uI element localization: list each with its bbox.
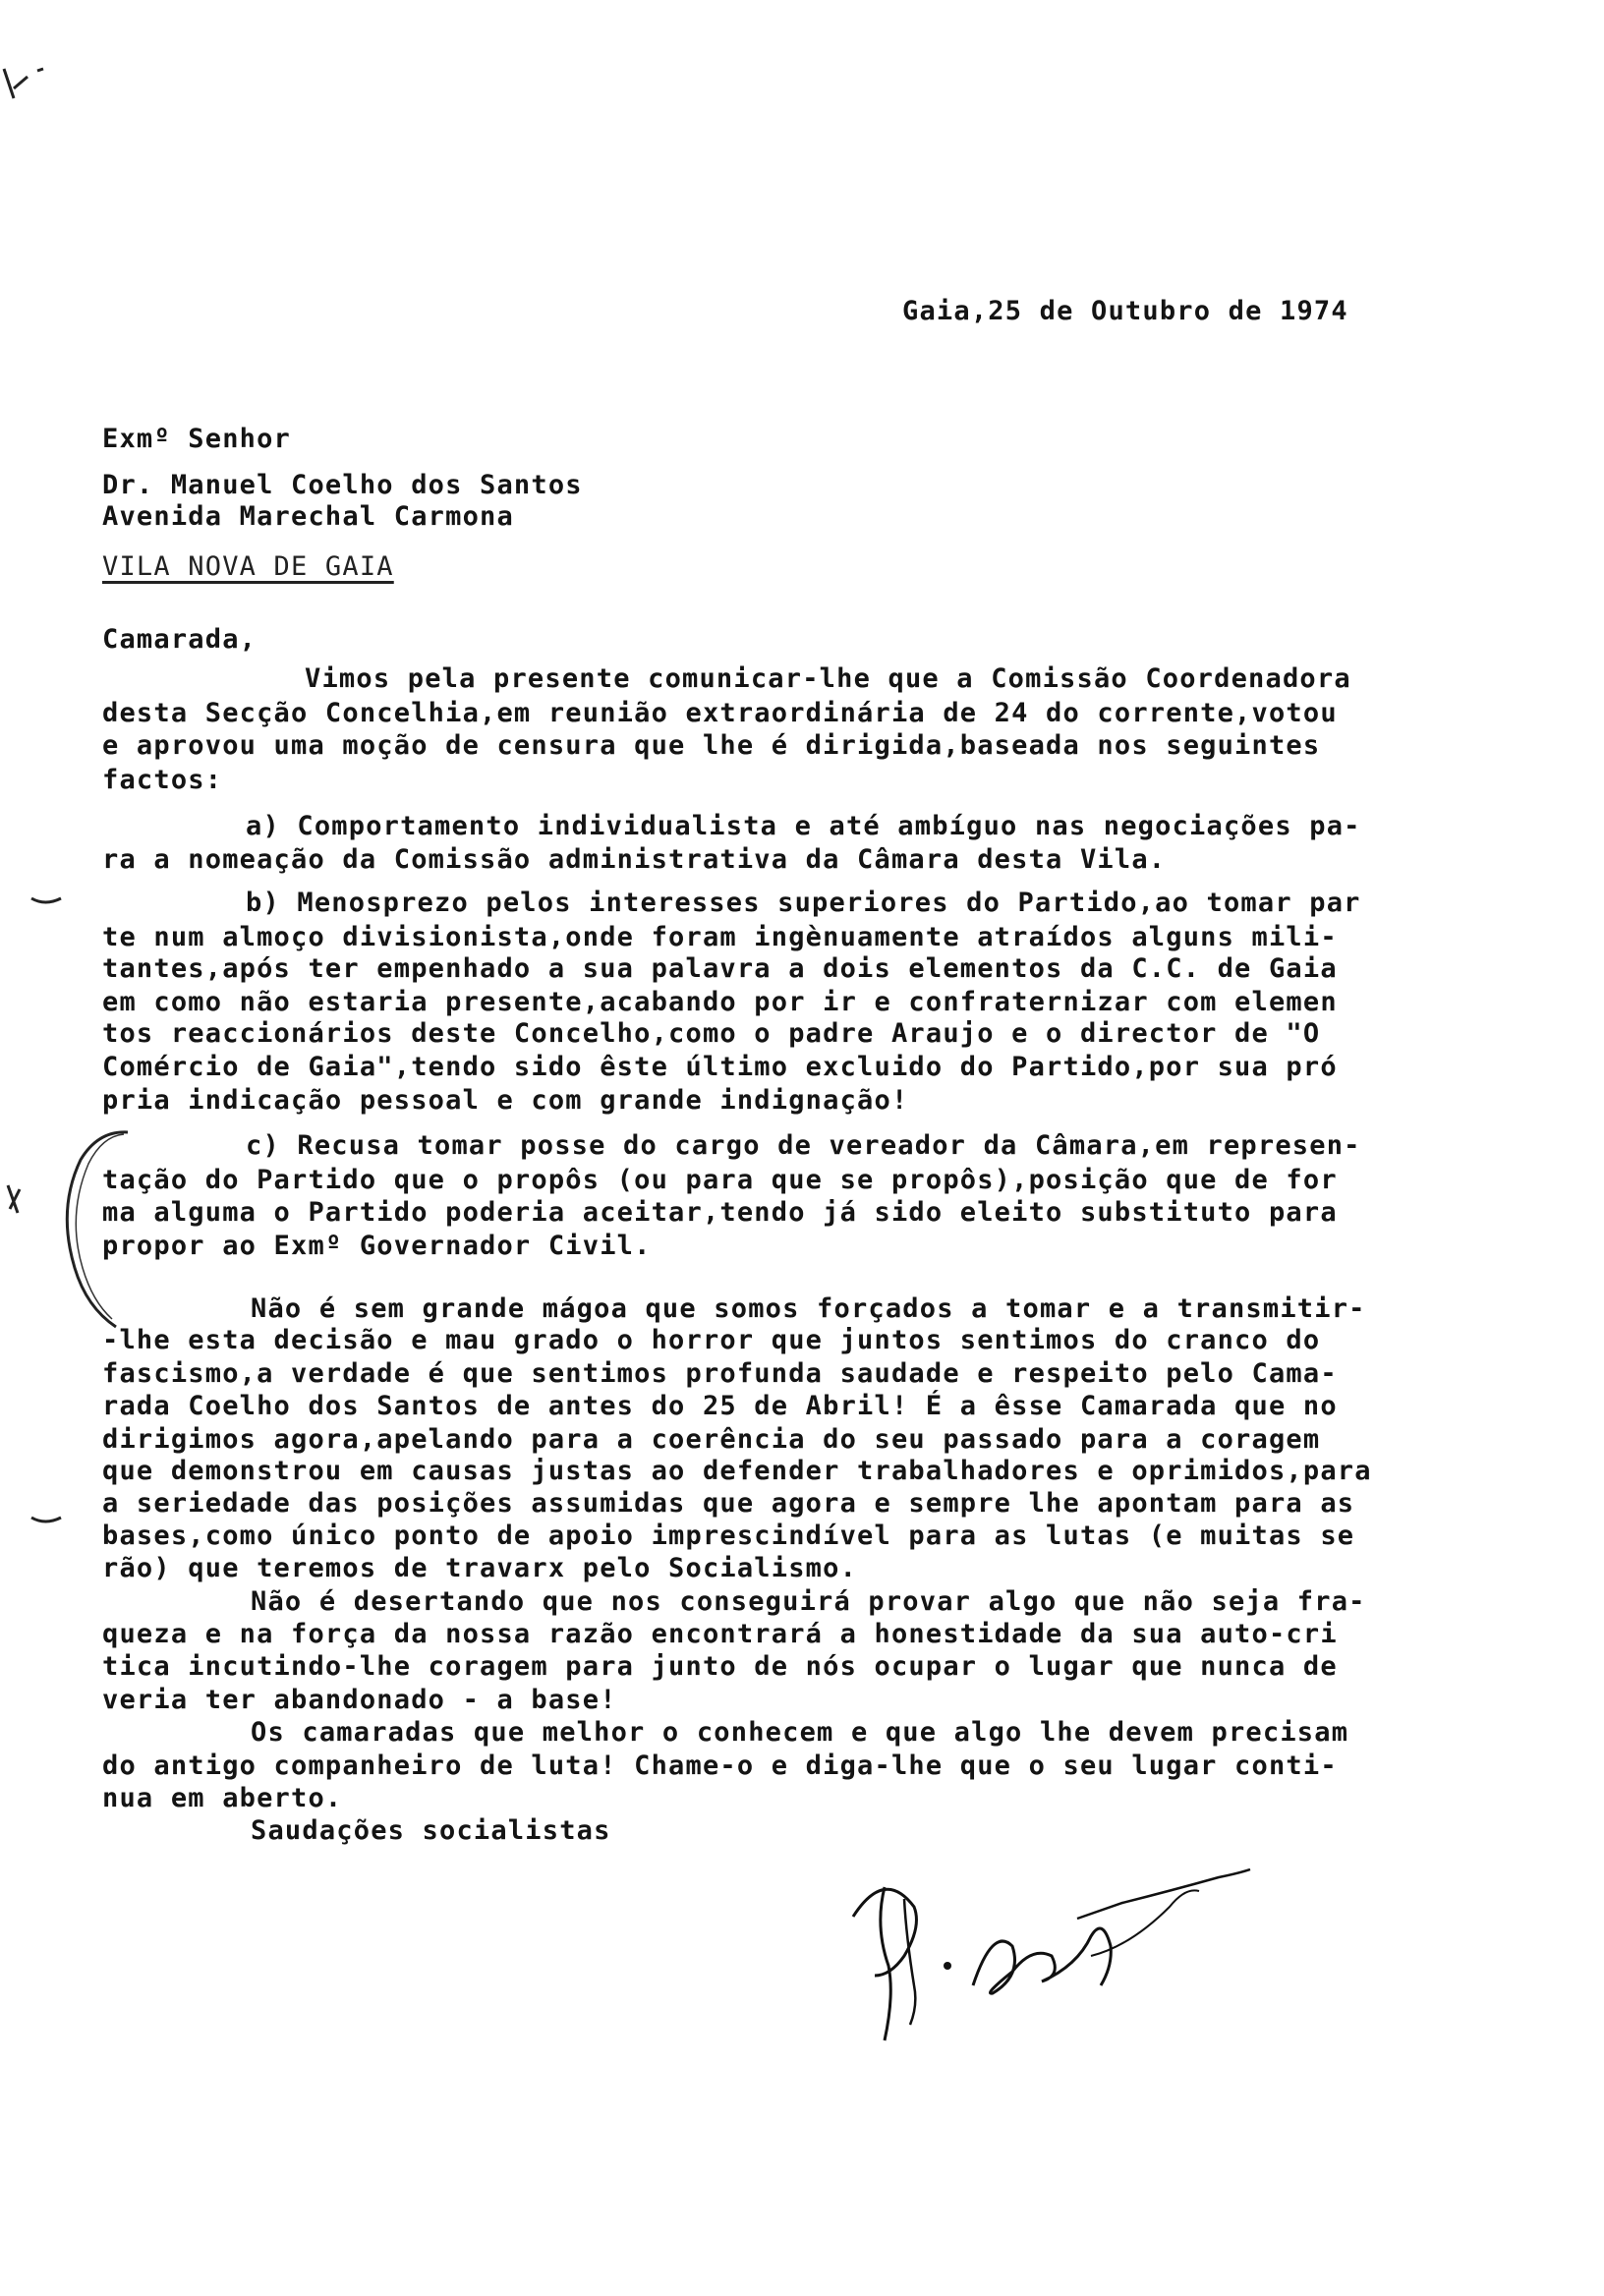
body-line: queza e na força da nossa razão encontrará a honestidade da sua auto-cri bbox=[102, 1619, 1338, 1649]
margin-tick bbox=[29, 892, 69, 912]
body-line: -lhe esta decisão e mau grado o horror que juntos sentimos do cranco do bbox=[102, 1325, 1321, 1355]
body-line: ma alguma o Partido poderia aceitar,tendo já sido eleito substituto para bbox=[102, 1197, 1338, 1228]
body-line: tantes,após ter empenhado a sua palavra a dois elementos da C.C. de Gaia bbox=[102, 953, 1338, 984]
body-line: dirigimos agora,apelando para a coerência do seu passado para a coragem bbox=[102, 1424, 1321, 1455]
body-line: do antigo companheiro de luta! Chame-o e diga-lhe que o seu lugar conti- bbox=[102, 1751, 1338, 1781]
closing: Saudações socialistas bbox=[251, 1815, 611, 1846]
body-line: e aprovou uma moção de censura que lhe é dirigida,baseada nos seguintes bbox=[102, 730, 1321, 761]
body-line: nua em aberto. bbox=[102, 1783, 343, 1813]
body-line: Vimos pela presente comunicar-lhe que a Comissão Coordenadora bbox=[305, 663, 1351, 694]
body-line: Os camaradas que melhor o conhecem e que algo lhe devem precisam bbox=[251, 1717, 1349, 1748]
body-line: bases,como único ponto de apoio imprescindível para as lutas (e muitas se bbox=[102, 1521, 1355, 1551]
letter-date: Gaia,25 de Outubro de 1974 bbox=[902, 296, 1348, 326]
greeting: Camarada, bbox=[102, 624, 258, 655]
signature bbox=[845, 1848, 1258, 2044]
margin-tick bbox=[29, 1512, 69, 1531]
body-line: te num almoço divisionista,onde foram ingènuamente atraídos alguns mili- bbox=[102, 922, 1338, 952]
body-line: ra a nomeação da Comissão administrativa da Câmara desta Vila. bbox=[102, 844, 1167, 875]
margin-x-mark bbox=[2, 1179, 31, 1219]
recipient-name: Dr. Manuel Coelho dos Santos bbox=[102, 470, 583, 500]
body-line: c) Recusa tomar posse do cargo de vereador da Câmara,em represen- bbox=[246, 1130, 1361, 1161]
body-line: rada Coelho dos Santos de antes do 25 de Abril! É a êsse Camarada que no bbox=[102, 1391, 1338, 1421]
salutation-title: Exmº Senhor bbox=[102, 424, 292, 454]
body-line: b) Menosprezo pelos interesses superiores do Partido,ao tomar par bbox=[246, 888, 1361, 918]
body-line: fascismo,a verdade é que sentimos profunda saudade e respeito pelo Cama- bbox=[102, 1358, 1338, 1389]
body-line: Comércio de Gaia",tendo sido êste último excluido do Partido,por sua pró bbox=[102, 1052, 1338, 1082]
corner-mark bbox=[0, 29, 59, 108]
body-line: propor ao Exmº Governador Civil. bbox=[102, 1231, 652, 1261]
body-line: rão) que teremos de travarx pelo Socialismo. bbox=[102, 1553, 858, 1583]
body-line: que demonstrou em causas justas ao defender trabalhadores e oprimidos,para bbox=[102, 1456, 1372, 1486]
body-line: Não é sem grande mágoa que somos forçados a tomar e a transmitir- bbox=[251, 1293, 1366, 1324]
body-line: factos: bbox=[102, 765, 223, 795]
recipient-city: VILA NOVA DE GAIA bbox=[102, 551, 394, 582]
body-line: tos reaccionários deste Concelho,como o padre Araujo e o director de "O bbox=[102, 1018, 1321, 1049]
body-line: pria indicação pessoal e com grande indignação! bbox=[102, 1085, 909, 1116]
body-line: em como não estaria presente,acabando por ir e confraternizar com elemen bbox=[102, 987, 1338, 1017]
body-line: a) Comportamento individualista e até ambíguo nas negociações pa- bbox=[246, 811, 1361, 841]
body-line: Não é desertando que nos conseguirá provar algo que não seja fra- bbox=[251, 1586, 1366, 1617]
body-line: veria ter abandonado - a base! bbox=[102, 1685, 617, 1715]
body-line: a seriedade das posições assumidas que agora e sempre lhe apontam para as bbox=[102, 1488, 1355, 1519]
recipient-street: Avenida Marechal Carmona bbox=[102, 501, 514, 532]
margin-bracket bbox=[29, 1120, 138, 1337]
body-line: desta Secção Concelhia,em reunião extraordinária de 24 do corrente,votou bbox=[102, 698, 1338, 728]
body-line: tica incutindo-lhe coragem para junto de nós ocupar o lugar que nunca de bbox=[102, 1651, 1338, 1682]
body-line: tação do Partido que o propôs (ou para que se propôs),posição que de for bbox=[102, 1165, 1338, 1195]
